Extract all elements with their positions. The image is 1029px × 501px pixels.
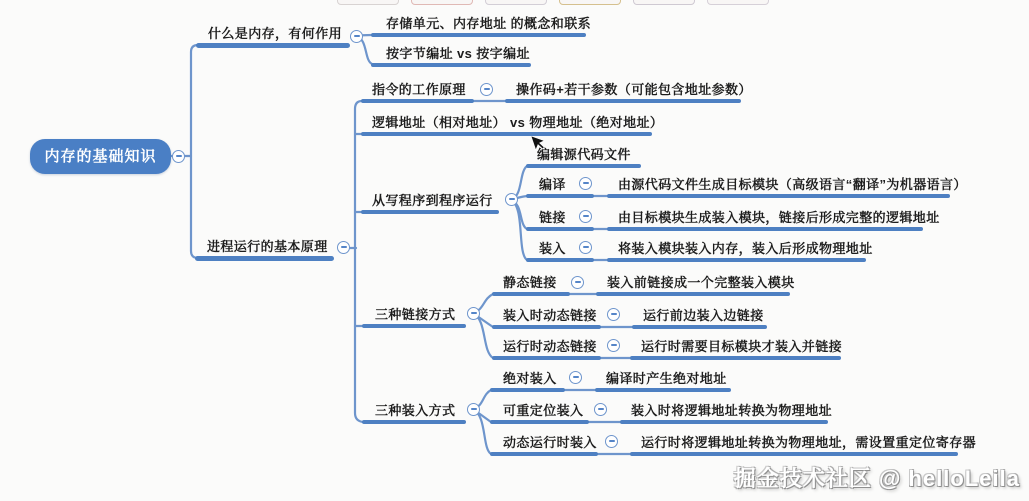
collapse-minus-icon[interactable] bbox=[467, 403, 480, 416]
collapse-minus-icon[interactable] bbox=[594, 403, 607, 416]
watermark-text: 掘金技术社区 @ helloLeila bbox=[733, 466, 1020, 491]
toolbar-tab-stub[interactable] bbox=[559, 0, 621, 5]
node-edit-source-file[interactable]: 编辑源代码文件 bbox=[537, 147, 631, 162]
node-underline bbox=[196, 43, 350, 48]
toolbar-tab-stub[interactable] bbox=[411, 0, 473, 5]
node-underline bbox=[630, 356, 841, 360]
node-compile[interactable]: 编译 bbox=[539, 177, 566, 192]
node-absolute-loading-detail[interactable]: 编译时产生绝对地址 bbox=[606, 371, 727, 386]
collapse-minus-icon[interactable] bbox=[337, 241, 350, 254]
collapse-minus-icon[interactable] bbox=[571, 276, 584, 289]
node-underline bbox=[492, 356, 601, 360]
node-underline bbox=[490, 388, 565, 392]
node-what-is-memory[interactable]: 什么是内存，有何作用 bbox=[208, 26, 343, 41]
toolbar-tab-stub[interactable] bbox=[633, 0, 695, 5]
node-process-principle[interactable]: 进程运行的基本原理 bbox=[207, 239, 328, 254]
node-underline bbox=[596, 292, 790, 296]
node-logical-vs-physical-address[interactable]: 逻辑地址（相对地址） vs 物理地址（绝对地址） bbox=[372, 115, 664, 130]
node-link-detail[interactable]: 由目标模块生成装入模块，链接后形成完整的逻辑地址 bbox=[618, 210, 940, 225]
collapse-minus-icon[interactable] bbox=[579, 210, 592, 223]
node-absolute-loading[interactable]: 绝对装入 bbox=[503, 371, 557, 386]
node-compile-detail[interactable]: 由源代码文件生成目标模块（高级语言“翻译”为机器语言） bbox=[618, 177, 967, 192]
node-underline bbox=[607, 258, 866, 262]
collapse-minus-icon[interactable] bbox=[607, 308, 620, 321]
node-underline bbox=[490, 420, 589, 424]
node-underline bbox=[361, 132, 652, 136]
node-relocatable-loading[interactable]: 可重定位装入 bbox=[503, 403, 584, 418]
node-three-loading-methods[interactable]: 三种装入方式 bbox=[375, 403, 456, 418]
node-underline bbox=[492, 292, 570, 296]
node-byte-vs-word-addressing[interactable]: 按字节编址 vs 按字编址 bbox=[386, 46, 530, 61]
node-link[interactable]: 链接 bbox=[539, 210, 566, 225]
node-underline bbox=[526, 258, 594, 262]
node-storage-unit-concept[interactable]: 存储单元、内存地址 的概念和联系 bbox=[386, 16, 592, 31]
collapse-minus-icon[interactable] bbox=[607, 339, 620, 352]
node-underline bbox=[362, 420, 466, 424]
collapse-minus-icon[interactable] bbox=[172, 150, 185, 163]
node-load[interactable]: 装入 bbox=[539, 241, 566, 256]
collapse-minus-icon[interactable] bbox=[569, 371, 582, 384]
root-node[interactable]: 内存的基础知识 bbox=[30, 139, 171, 174]
node-load-detail[interactable]: 将装入模块装入内存，装入后形成物理地址 bbox=[618, 241, 873, 256]
node-load-time-dynamic-linking-detail[interactable]: 运行前边装入边链接 bbox=[643, 308, 764, 323]
node-dynamic-runtime-loading-detail[interactable]: 运行时将逻辑地址转换为物理地址，需设置重定位寄存器 bbox=[641, 435, 977, 450]
toolbar-tab-stub[interactable] bbox=[485, 0, 547, 5]
node-underline bbox=[361, 210, 499, 214]
connector-line bbox=[191, 45, 198, 258]
node-underline bbox=[607, 194, 950, 198]
node-underline bbox=[526, 164, 641, 168]
node-opcode-params[interactable]: 操作码+若干参数（可能包含地址参数） bbox=[516, 82, 752, 97]
node-underline bbox=[505, 99, 741, 103]
toolbar-tab-stub[interactable] bbox=[707, 0, 769, 5]
node-underline bbox=[630, 452, 958, 456]
node-writing-to-running[interactable]: 从写程序到程序运行 bbox=[372, 193, 493, 208]
node-underline bbox=[632, 325, 767, 329]
node-underline bbox=[526, 227, 594, 231]
node-relocatable-loading-detail[interactable]: 装入时将逻辑地址转换为物理地址 bbox=[631, 403, 833, 418]
node-underline bbox=[595, 388, 731, 392]
node-underline bbox=[620, 420, 828, 424]
node-underline bbox=[362, 324, 466, 328]
node-static-linking[interactable]: 静态链接 bbox=[503, 275, 557, 290]
collapse-minus-icon[interactable] bbox=[579, 177, 592, 190]
node-underline bbox=[371, 63, 531, 67]
collapse-minus-icon[interactable] bbox=[467, 307, 480, 320]
collapse-minus-icon[interactable] bbox=[350, 30, 363, 43]
toolbar-tab-stub[interactable] bbox=[337, 0, 399, 5]
connector-line bbox=[355, 101, 363, 422]
node-underline bbox=[490, 452, 598, 456]
node-underline bbox=[526, 194, 594, 198]
node-underline bbox=[492, 325, 601, 329]
mouse-cursor-icon bbox=[530, 136, 546, 153]
node-dynamic-runtime-loading[interactable]: 动态运行时装入 bbox=[503, 435, 597, 450]
node-static-linking-detail[interactable]: 装入前链接成一个完整装入模块 bbox=[607, 275, 795, 290]
node-load-time-dynamic-linking[interactable]: 装入时动态链接 bbox=[503, 308, 597, 323]
collapse-minus-icon[interactable] bbox=[505, 193, 518, 206]
collapse-minus-icon[interactable] bbox=[579, 241, 592, 254]
node-three-linking-methods[interactable]: 三种链接方式 bbox=[375, 307, 456, 322]
node-underline bbox=[607, 227, 923, 231]
collapse-minus-icon[interactable] bbox=[605, 435, 618, 448]
node-runtime-dynamic-linking-detail[interactable]: 运行时需要目标模块才装入并链接 bbox=[641, 339, 843, 354]
node-underline bbox=[195, 256, 334, 261]
node-runtime-dynamic-linking[interactable]: 运行时动态链接 bbox=[503, 339, 597, 354]
node-underline bbox=[371, 33, 586, 37]
node-underline bbox=[361, 99, 474, 103]
collapse-minus-icon[interactable] bbox=[480, 83, 493, 96]
node-instruction-principle[interactable]: 指令的工作原理 bbox=[372, 82, 466, 97]
